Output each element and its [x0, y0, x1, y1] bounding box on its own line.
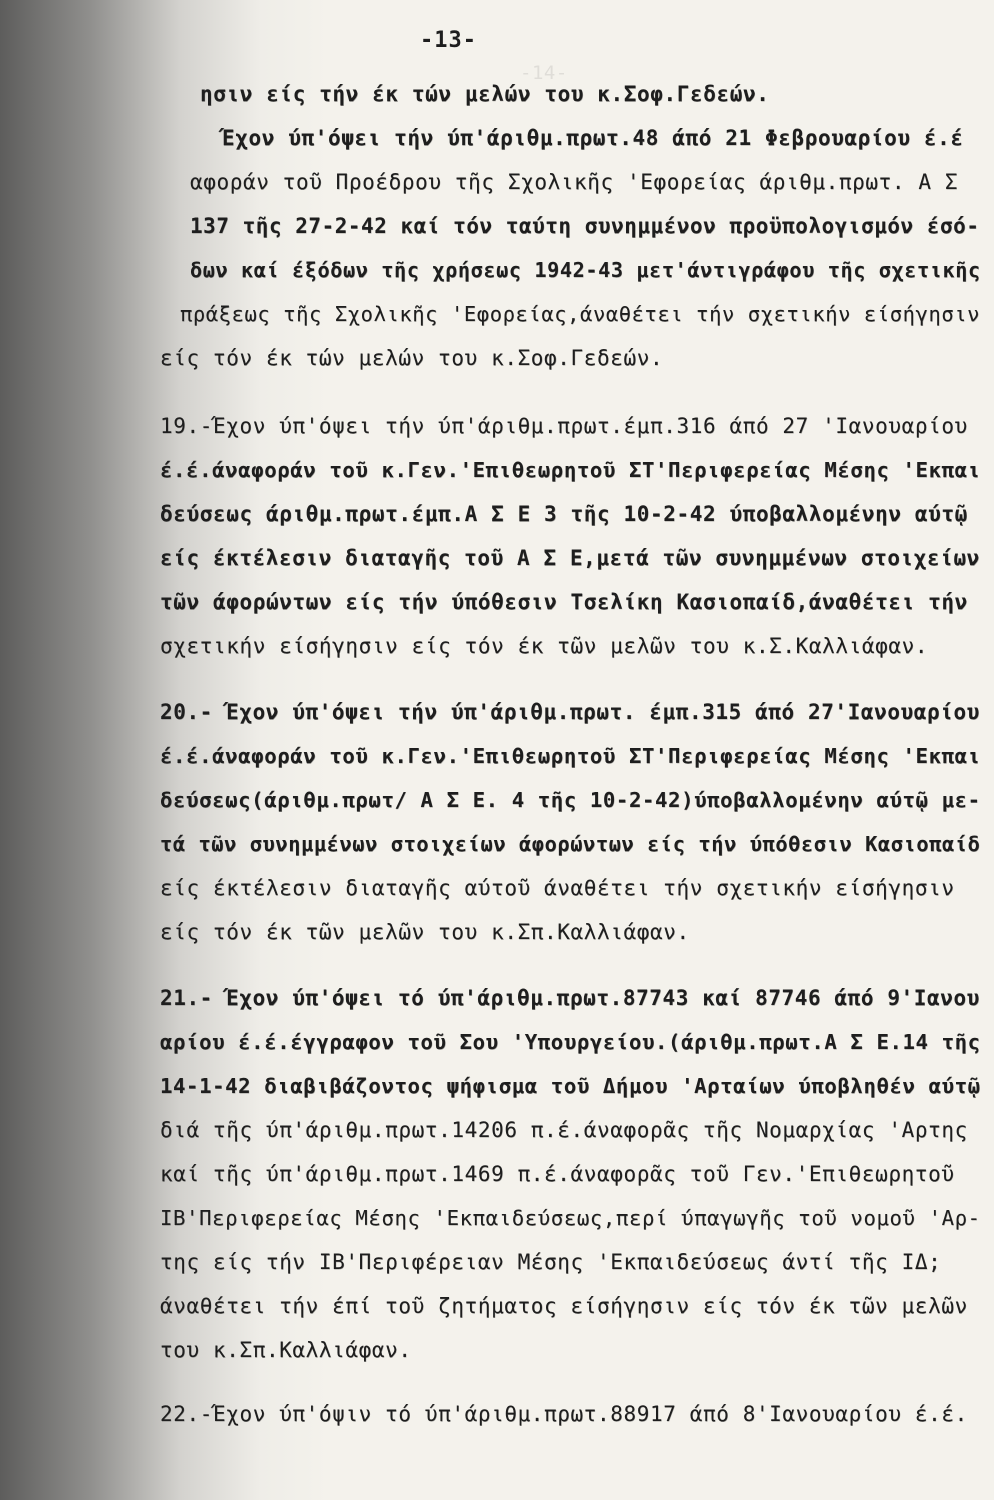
- text-line-10: δεύσεως άριθμ.πρωτ.έμπ.Α Σ Ε 3 τῆς 10-2-42 ύποβαλλομένην αύτῷ: [160, 502, 968, 526]
- text-line-16: δεύσεως(άριθμ.πρωτ/ Α Σ Ε. 4 τῆς 10-2-42)ύποβαλλομένην αύτῷ με-: [160, 788, 981, 812]
- text-line-15: έ.έ.άναφοράν τοῦ κ.Γεν.'Επιθεωρητοῦ ΣΤ'Περιφερείας Μέσης 'Εκπαι: [160, 744, 981, 768]
- text-line-18: είς έκτέλεσιν διαταγῆς αύτοῦ άναθέτει τήν σχετικήν είσήγησιν: [160, 876, 955, 900]
- text-line-28: του κ.Σπ.Καλλιάφαν.: [160, 1338, 412, 1362]
- text-line-5: δων καί έξόδων τῆς χρήσεως 1942-43 μετ'άντιγράφου τῆς σχετικῆς: [190, 258, 981, 282]
- text-line-8: 19.-Έχον ύπ'όψει τήν ύπ'άριθμ.πρωτ.έμπ.316 άπό 27 'Ιανουαρίου: [160, 414, 968, 438]
- text-line-11: είς έκτέλεσιν διαταγῆς τοῦ Α Σ Ε,μετά τῶν συνημμένων στοιχείων: [160, 546, 980, 570]
- text-line-23: διά τῆς ύπ'άριθμ.πρωτ.14206 π.έ.άναφορᾶς τῆς Νομαρχίας 'Αρτης: [160, 1118, 968, 1142]
- text-line-22: 14-1-42 διαβιβάζοντος ψήφισμα τοῦ Δήμου 'Αρταίων ύποβληθέν αύτῷ: [160, 1074, 981, 1098]
- text-line-6: πράξεως τῆς Σχολικῆς 'Εφορείας,άναθέτει τήν σχετικήν είσήγησιν: [180, 302, 981, 326]
- text-line-27: άναθέτει τήν έπί τοῦ ζητήματος είσήγησιν είς τόν έκ τῶν μελῶν: [160, 1294, 968, 1318]
- text-line-21: αρίου έ.έ.έγγραφον τοῦ Σου 'Υπουργείου.(άριθμ.πρωτ.Α Σ Ε.14 τῆς: [160, 1030, 981, 1054]
- text-line-25: ΙΒ'Περιφερείας Μέσης 'Εκπαιδεύσεως,περί ύπαγωγῆς τοῦ νομοῦ 'Αρ-: [160, 1206, 981, 1230]
- text-line-9: έ.έ.άναφοράν τοῦ κ.Γεν.'Επιθεωρητοῦ ΣΤ'Περιφερείας Μέσης 'Εκπαι: [160, 458, 981, 482]
- text-line-24: καί τῆς ύπ'άριθμ.πρωτ.1469 π.έ.άναφορᾶς τοῦ Γεν.'Επιθεωρητοῦ: [160, 1162, 955, 1186]
- bleed-through: -14-: [520, 62, 568, 84]
- page-number: -13-: [420, 28, 477, 53]
- text-line-29: 22.-Έχον ύπ'όψιν τό ύπ'άριθμ.πρωτ.88917 άπό 8'Ιανουαρίου έ.έ.: [160, 1402, 968, 1426]
- text-line-17: τά τῶν συνημμένων στοιχείων άφορώντων είς τήν ύπόθεσιν Κασιοπαίδ: [160, 832, 981, 856]
- text-line-4: 137 τῆς 27-2-42 καί τόν ταύτη συνημμένον προϋπολογισμόν έσό-: [190, 214, 980, 238]
- text-line-12: τῶν άφορώντων είς τήν ύπόθεσιν Τσελίκη Κασιοπαίδ,άναθέτει τήν: [160, 590, 968, 614]
- text-line-3: αφοράν τοῦ Προέδρου τῆς Σχολικῆς 'Εφορείας άριθμ.πρωτ. Α Σ: [190, 170, 959, 194]
- text-line-1: ησιν είς τήν έκ τών μελών του κ.Σοφ.Γεδεών.: [200, 82, 770, 106]
- text-line-14: 20.- Έχον ύπ'όψει τήν ύπ'άριθμ.πρωτ. έμπ.315 άπό 27'Ιανουαρίου: [160, 700, 980, 724]
- text-line-19: είς τόν έκ τῶν μελῶν του κ.Σπ.Καλλιάφαν.: [160, 920, 690, 944]
- text-line-20: 21.- Έχον ύπ'όψει τό ύπ'άριθμ.πρωτ.87743 καί 87746 άπό 9'Ιανου: [160, 986, 980, 1010]
- text-line-13: σχετικήν είσήγησιν είς τόν έκ τῶν μελῶν του κ.Σ.Καλλιάφαν.: [160, 634, 929, 658]
- text-line-26: της είς τήν ΙΒ'Περιφέρειαν Μέσης 'Εκπαιδεύσεως άντί τῆς ΙΔ;: [160, 1250, 942, 1274]
- text-line-2: Έχον ύπ'όψει τήν ύπ'άριθμ.πρωτ.48 άπό 21 Φεβρουαρίου έ.έ: [222, 126, 964, 150]
- text-line-7: είς τόν έκ τών μελών του κ.Σοφ.Γεδεών.: [160, 346, 664, 370]
